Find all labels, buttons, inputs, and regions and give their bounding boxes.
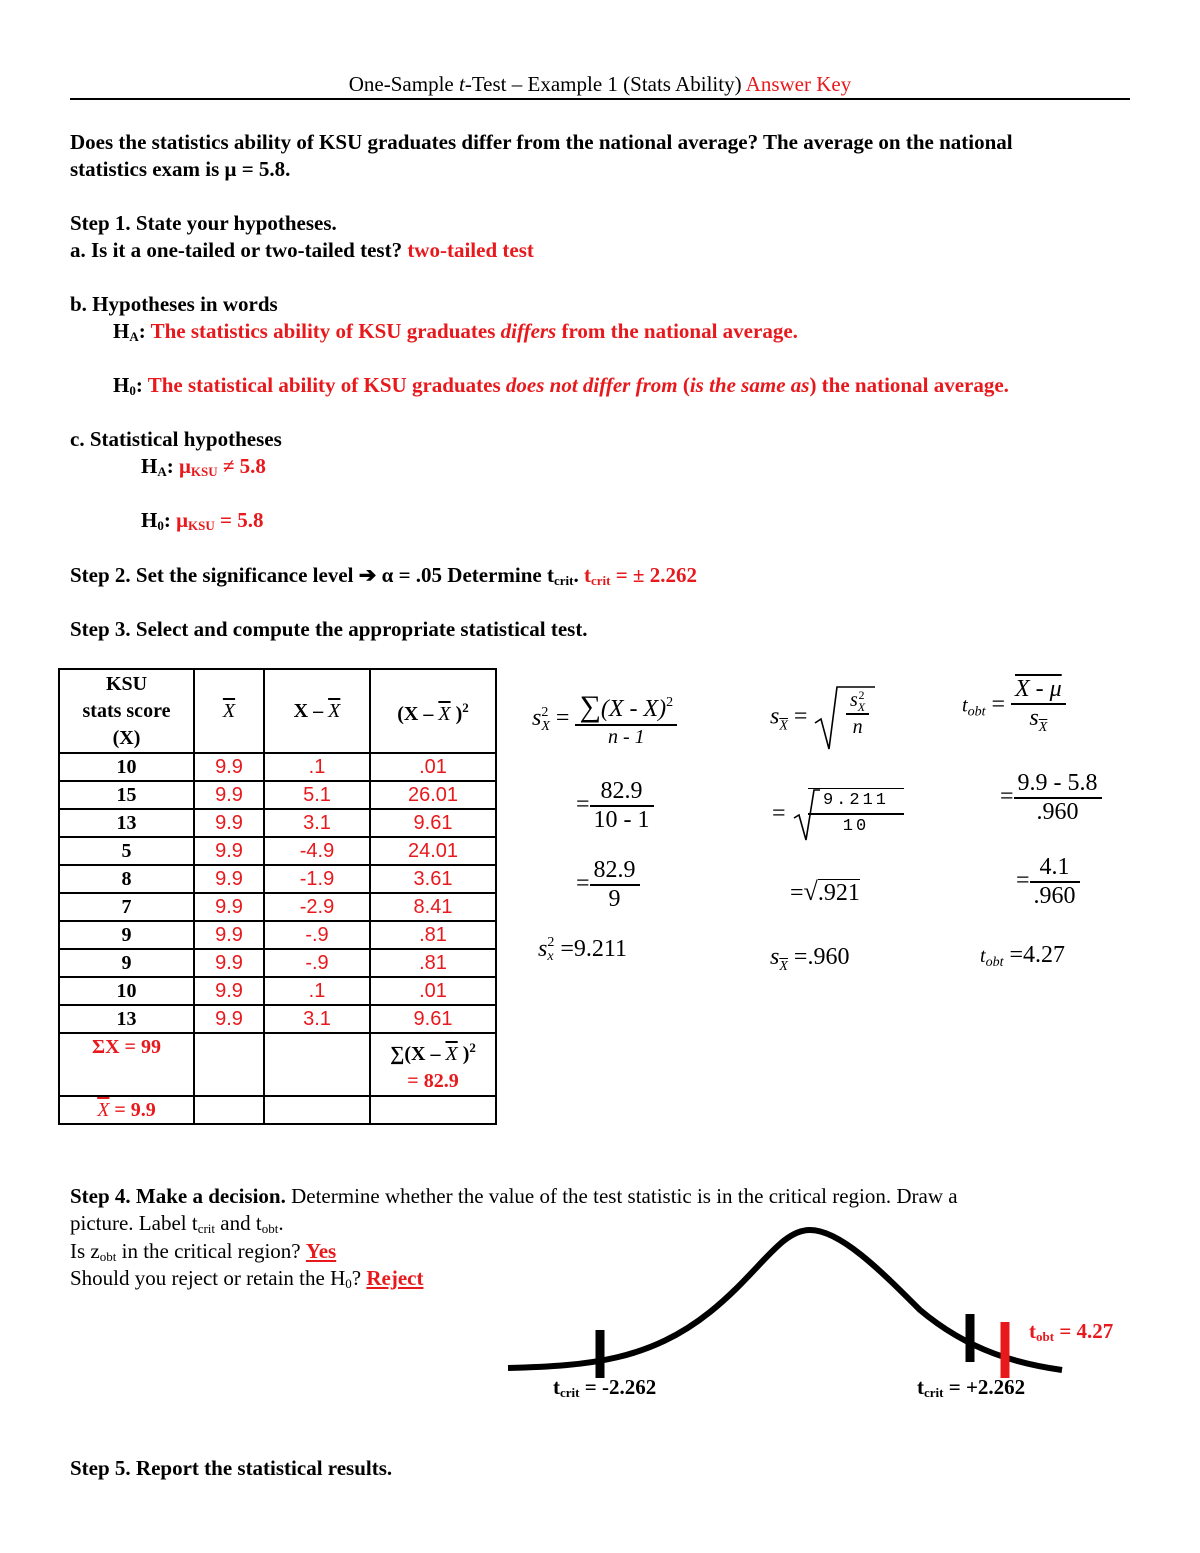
t-lhs-sub: obt	[967, 704, 986, 720]
cell-squared: .01	[370, 753, 496, 781]
answer-key-label: Answer Key	[745, 72, 852, 96]
title-t: t	[458, 72, 465, 96]
cell-mean: 9.9	[194, 949, 264, 977]
cell-squared: 26.01	[370, 781, 496, 809]
var-step1-den: 10 - 1	[593, 807, 650, 833]
var-step1-num: 82.9	[590, 778, 654, 807]
q2-sub: 0	[345, 1276, 352, 1291]
cell-x: 13	[59, 809, 194, 837]
se-step-1: =	[772, 788, 820, 842]
q2-text-a: Should you reject or retain the H	[70, 1266, 346, 1290]
sh0-relation: = 5.8	[214, 508, 264, 532]
var-num-sup: 2	[666, 695, 674, 710]
cell-x: 9	[59, 921, 194, 949]
cell-x: 15	[59, 781, 194, 809]
question-line-1: Does the statistics ability of KSU graduates differ from the national average? The average on the national	[70, 130, 1013, 154]
data-table	[58, 668, 497, 1125]
step4-obt-sub: obt	[261, 1221, 279, 1236]
header-squared	[370, 669, 496, 753]
cell-x: 13	[59, 1005, 194, 1033]
t-step-2: = $\frac{4.1}{.960}$	[1016, 854, 1080, 910]
step2-answer-t: t	[583, 563, 591, 587]
t-result-value: =4.27	[1009, 942, 1065, 968]
sh0-mu: μ	[176, 508, 188, 532]
t-formula: tobt = $\frac{X - \mu}{s_{\overline{X}}}$	[962, 676, 1066, 736]
header-stats-score	[59, 669, 194, 753]
var-result-sup: 2	[547, 935, 555, 951]
h0-sub: 0	[129, 383, 136, 398]
title-rule	[70, 98, 1130, 100]
cell-deviation: -.9	[264, 921, 370, 949]
sum-empty-1	[194, 1033, 264, 1096]
step4-line-1	[70, 1183, 958, 1210]
t-lhs: t	[962, 694, 968, 717]
table-sum-row	[59, 1033, 496, 1096]
distribution-curve	[508, 1230, 1062, 1370]
header-ksu: KSU	[105, 672, 148, 695]
page-title	[0, 72, 1200, 97]
h0-text-2: (	[677, 373, 690, 397]
mean-empty-3	[370, 1096, 496, 1124]
step4-text-1: Determine whether the value of the test statistic is in the critical region. Draw a	[285, 1184, 958, 1208]
crit-right-sub: crit	[924, 1385, 944, 1400]
table-row	[59, 921, 496, 949]
t-result-t: t	[980, 945, 986, 967]
cell-deviation: -1.9	[264, 865, 370, 893]
step1-a	[70, 237, 534, 264]
ha-text-1: The statistics ability of KSU graduates	[150, 319, 501, 343]
mean-empty-2	[264, 1096, 370, 1124]
cell-x: 8	[59, 865, 194, 893]
sum-sq-b: $\overline{X}$	[445, 1043, 458, 1065]
obt-value: = 4.27	[1054, 1319, 1114, 1343]
sha-mu-sub: KSU	[190, 464, 218, 479]
table-row	[59, 1005, 496, 1033]
question-line-2: statistics exam is μ = 5.8.	[70, 157, 291, 181]
step2-text-1: Step 2. Set the significance level	[70, 563, 359, 587]
header-mean-symbol: $\overline{X}$	[222, 699, 236, 722]
sum-sq-c: )	[457, 1043, 470, 1065]
t-step-1: = $\frac{9.9 - 5.8}{.960}$	[1000, 770, 1102, 826]
cell-x: 5	[59, 837, 194, 865]
h0-colon: :	[135, 373, 148, 397]
step2-answer-value: = ± 2.262	[610, 563, 697, 587]
sum-squares	[370, 1033, 496, 1096]
t-result-sub: obt	[985, 955, 1004, 970]
se-step-2: =√.921	[790, 877, 860, 906]
se-radicand	[846, 688, 869, 739]
se-s: s	[770, 703, 780, 730]
ha-label: H	[113, 319, 130, 343]
h0-label: H	[113, 373, 130, 397]
crit-left-label	[553, 1374, 656, 1406]
ha-words	[113, 318, 798, 350]
table-row	[59, 753, 496, 781]
step3-heading: Step 3. Select and compute the appropriate statistical test.	[70, 617, 588, 641]
ha-statistical: $H_A$: $\mu_{KSU} \ne 5.8$	[141, 454, 266, 479]
sum-sq-sup: 2	[469, 1040, 476, 1055]
crit-left-sub: crit	[560, 1385, 580, 1400]
header-deviation	[264, 669, 370, 753]
q1-answer: Yes	[305, 1239, 337, 1263]
t-result	[980, 942, 1065, 971]
se-step1-radicand	[808, 788, 904, 839]
crit-right-t: t	[917, 1375, 924, 1399]
cell-mean: 9.9	[194, 753, 264, 781]
h0-text-1: The statistical ability of KSU graduates	[147, 373, 506, 397]
sum-sq-a: ∑(X –	[390, 1043, 446, 1065]
sh0-sub: 0	[157, 518, 164, 533]
table-header-row	[59, 669, 496, 753]
sha-label: H	[141, 454, 158, 478]
cell-deviation: .1	[264, 753, 370, 781]
cell-squared: 9.61	[370, 809, 496, 837]
q2-text-b: ?	[351, 1266, 367, 1290]
se-result-sub: X	[779, 959, 788, 974]
se-rad-sub: X	[857, 700, 866, 715]
h0-statistical: $H_0$: $\mu_{KSU} = 5.8$	[141, 508, 264, 533]
cell-squared: 9.61	[370, 1005, 496, 1033]
table-row	[59, 865, 496, 893]
cell-deviation: 3.1	[264, 1005, 370, 1033]
var-step2-den: 9	[608, 886, 621, 912]
table-row	[59, 781, 496, 809]
title-prefix: One-Sample	[348, 72, 459, 96]
se-result	[770, 944, 849, 975]
step1-a-answer: two-tailed test	[407, 238, 534, 262]
obt-sub: obt	[1036, 1329, 1055, 1344]
step1-c-heading: c. Statistical hypotheses	[70, 427, 282, 451]
var-den: n - 1	[607, 726, 645, 748]
table-row	[59, 949, 496, 977]
table-body	[59, 753, 496, 1033]
header-sq-c: )	[450, 703, 463, 725]
sha-relation: ≠ 5.8	[217, 454, 266, 478]
table-row	[59, 809, 496, 837]
crit-right-label	[917, 1374, 1025, 1406]
alpha-symbol: α	[381, 563, 394, 587]
sum-x: ΣX = 99	[59, 1033, 194, 1096]
var-sup: 2	[541, 704, 549, 720]
sh0-label: H	[141, 508, 158, 532]
se-formula: $s_{\overline{X}}$ =	[770, 683, 875, 753]
header-sq-b: $\overline{X}$	[438, 703, 451, 725]
cell-mean: 9.9	[194, 781, 264, 809]
cell-deviation: -4.9	[264, 837, 370, 865]
crit-right-value: = +2.262	[943, 1375, 1026, 1399]
sum-empty-2	[264, 1033, 370, 1096]
t-num	[1011, 676, 1066, 705]
variance-formula: s2 X = $\frac{\sum(X - X)^2}{n - 1}$	[532, 690, 677, 749]
ha-text-italic: differs	[500, 319, 557, 343]
step5-heading: Step 5. Report the statistical results.	[70, 1456, 393, 1480]
header-mean	[194, 669, 264, 753]
h0-text-3: ) the national average.	[809, 373, 1009, 397]
step4-heading: Step 4. Make a decision.	[70, 1184, 286, 1208]
t-distribution-diagram	[500, 1220, 1080, 1380]
t-fraction	[1011, 676, 1066, 736]
cell-squared: .81	[370, 921, 496, 949]
step2-line	[70, 562, 697, 594]
se-step1-num: 9.211	[808, 789, 904, 815]
table-row	[59, 893, 496, 921]
h0-text-italic-2: is the same as	[689, 373, 810, 397]
q1-text-a: Is z	[70, 1239, 100, 1263]
mean-symbol: $\overline{X}$	[97, 1098, 110, 1121]
title-suffix: -Test – Example 1 (Stats Ability)	[464, 72, 742, 96]
t-step2-num: 4.1	[1030, 854, 1080, 883]
step1-a-question: a. Is it a one-tailed or two-tailed test?	[70, 238, 403, 262]
var-num-body: (X - X)	[600, 696, 667, 722]
var-fraction	[575, 690, 677, 749]
h0-text-italic-1: does not differ from	[505, 373, 678, 397]
step1-heading: Step 1. State your hypotheses.	[70, 211, 337, 235]
var-result-s: s	[538, 936, 548, 962]
t-step1-den: .960	[1036, 799, 1079, 825]
cell-deviation: 5.1	[264, 781, 370, 809]
mean-empty-1	[194, 1096, 264, 1124]
cell-squared: .01	[370, 977, 496, 1005]
se-step2-value: .921	[817, 880, 860, 906]
step2-text-3: .	[573, 563, 584, 587]
table-row	[59, 977, 496, 1005]
cell-deviation: -.9	[264, 949, 370, 977]
header-x: (X)	[112, 726, 141, 749]
step4-text-2a: picture. Label t	[70, 1211, 198, 1235]
h0-words	[113, 372, 1009, 404]
cell-mean: 9.9	[194, 893, 264, 921]
cell-mean: 9.9	[194, 837, 264, 865]
var-supsub	[541, 706, 550, 734]
variance-result: s2 x =9.211	[538, 935, 627, 965]
header-dev-b: $\overline{X}$	[328, 699, 341, 722]
header-stats-score-text: stats score	[82, 699, 171, 722]
arrow-right-icon: ➔	[358, 563, 377, 587]
variance-step-1: = $\frac{82.9}{10 - 1}$	[576, 778, 654, 834]
step4-crit-sub: crit	[197, 1221, 216, 1236]
t-den-s: s	[1029, 705, 1039, 731]
cell-squared: .81	[370, 949, 496, 977]
ha-colon: :	[138, 319, 151, 343]
se-rad-s: s	[850, 689, 858, 711]
var-sub: X	[541, 718, 550, 734]
cell-deviation: .1	[264, 977, 370, 1005]
var-s: s	[532, 705, 542, 732]
cell-mean: 9.9	[194, 1005, 264, 1033]
q1-sub: obt	[99, 1249, 117, 1264]
obt-label	[1029, 1318, 1113, 1350]
cell-squared: 3.61	[370, 865, 496, 893]
header-dev-a: X –	[293, 699, 329, 722]
cell-mean: 9.9	[194, 977, 264, 1005]
sum-sq-value: = 82.9	[407, 1070, 459, 1092]
se-result-value: =.960	[793, 944, 850, 970]
header-sq-a: (X –	[397, 703, 439, 725]
crit-left-t: t	[553, 1375, 560, 1399]
sha-sub: A	[157, 464, 167, 479]
cell-x: 10	[59, 977, 194, 1005]
se-step1-den: 10	[842, 817, 870, 836]
obt-t: t	[1029, 1319, 1036, 1343]
t-step2-den: .960	[1033, 883, 1076, 909]
se-sub: X	[779, 718, 788, 734]
step1-b-heading: b. Hypotheses in words	[70, 292, 278, 316]
cell-deviation: -2.9	[264, 893, 370, 921]
t-den: $s_{\overline{X}}$	[1029, 705, 1048, 735]
t-step1-num: 9.9 - 5.8	[1014, 770, 1102, 799]
q2-answer: Reject	[366, 1266, 424, 1290]
var-result-value: =9.211	[560, 936, 627, 962]
var-step2-num: 82.9	[590, 857, 640, 886]
se-rad-sup: 2	[858, 688, 865, 703]
crit-left-value: = -2.262	[579, 1375, 657, 1399]
cell-squared: 24.01	[370, 837, 496, 865]
step4-text-2b: and t	[215, 1211, 262, 1235]
sh0-mu-sub: KSU	[188, 518, 215, 533]
cell-mean: 9.9	[194, 921, 264, 949]
t-num-text: X - μ	[1015, 676, 1062, 702]
table-mean-row	[59, 1096, 496, 1124]
ha-text-2: from the national average.	[556, 319, 798, 343]
cell-deviation: 3.1	[264, 809, 370, 837]
mean-value-cell	[59, 1096, 194, 1124]
header-sq-sup: 2	[462, 700, 469, 715]
se-result-s: s	[770, 944, 780, 970]
table-row	[59, 837, 496, 865]
cell-x: 9	[59, 949, 194, 977]
mean-value: = 9.9	[109, 1098, 156, 1121]
step2-text-2: = .05 Determine t	[393, 563, 554, 587]
step4-question-2	[70, 1265, 423, 1297]
cell-x: 10	[59, 753, 194, 781]
variance-step-2: = $\frac{82.9}{9}$	[576, 857, 640, 913]
ha-sub: A	[129, 329, 139, 344]
cell-mean: 9.9	[194, 865, 264, 893]
var-sigma: ∑	[579, 690, 601, 723]
se-rad-den: n	[852, 716, 863, 739]
cell-mean: 9.9	[194, 809, 264, 837]
step2-answer-sub: crit	[590, 573, 611, 588]
step2-crit-sub: crit	[553, 573, 574, 588]
cell-squared: 8.41	[370, 893, 496, 921]
sha-mu: μ	[178, 454, 191, 478]
cell-x: 7	[59, 893, 194, 921]
step4-text-2c: .	[278, 1211, 284, 1235]
q1-text-b: in the critical region?	[116, 1239, 306, 1263]
